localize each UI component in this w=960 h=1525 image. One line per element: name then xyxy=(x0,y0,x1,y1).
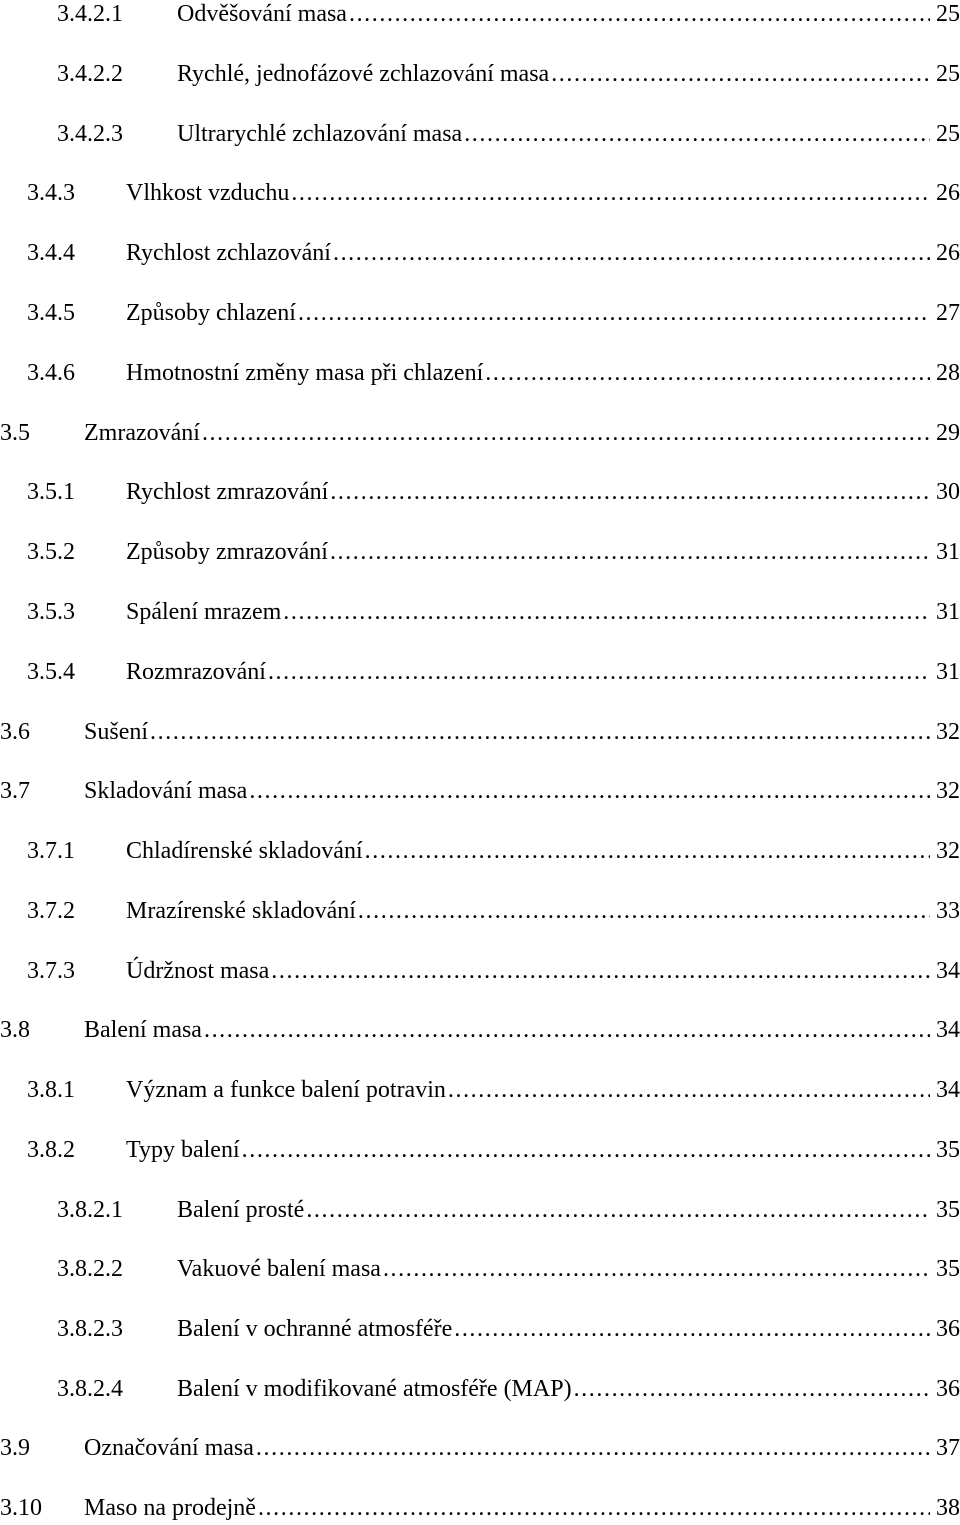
toc-dot-leader xyxy=(485,356,930,390)
toc-dot-leader xyxy=(383,1252,930,1286)
toc-entry-title: Rychlé, jednofázové zchlazování masa xyxy=(177,61,550,87)
toc-dot-leader xyxy=(249,774,930,808)
toc-entry-page: 34 xyxy=(936,1077,960,1103)
toc-entry-number: 3.10 xyxy=(0,1495,42,1521)
toc-entry[interactable] xyxy=(0,894,960,928)
toc-entry[interactable] xyxy=(0,1252,960,1286)
toc-entry[interactable] xyxy=(0,0,960,31)
toc-dot-leader xyxy=(448,1073,930,1107)
toc-entry-page: 25 xyxy=(936,61,960,87)
toc-entry-title: Skladování masa xyxy=(84,778,248,804)
toc-entry-title: Způsoby zmrazování xyxy=(126,539,328,565)
toc-entry-title: Balení v ochranné atmosféře xyxy=(177,1316,453,1342)
toc-entry-number: 3.4.2.2 xyxy=(57,61,123,87)
toc-entry[interactable] xyxy=(0,1372,960,1406)
toc-entry-page: 32 xyxy=(936,778,960,804)
toc-dot-leader xyxy=(349,0,930,31)
toc-entry-number: 3.5.3 xyxy=(27,599,75,625)
toc-entry-number: 3.8.1 xyxy=(27,1077,75,1103)
toc-entry-page: 31 xyxy=(936,659,960,685)
toc-entry-number: 3.7 xyxy=(0,778,30,804)
toc-entry-title: Způsoby chlazení xyxy=(126,300,296,326)
toc-entry-page: 36 xyxy=(936,1376,960,1402)
toc-entry-title: Údržnost masa xyxy=(126,958,270,984)
toc-entry-number: 3.6 xyxy=(0,719,30,745)
toc-entry-page: 25 xyxy=(936,121,960,147)
toc-entry-number: 3.4.4 xyxy=(27,240,75,266)
toc-entry[interactable] xyxy=(0,715,960,749)
toc-entry-title: Typy balení xyxy=(126,1137,240,1163)
toc-entry-page: 37 xyxy=(936,1435,960,1461)
toc-entry-page: 29 xyxy=(936,420,960,446)
toc-entry[interactable] xyxy=(0,774,960,808)
toc-entry[interactable] xyxy=(0,236,960,270)
toc-entry-page: 28 xyxy=(936,360,960,386)
toc-dot-leader xyxy=(333,236,930,270)
toc-entry[interactable] xyxy=(0,416,960,450)
toc-entry[interactable] xyxy=(0,834,960,868)
toc-entry-number: 3.8.2.2 xyxy=(57,1256,123,1282)
toc-entry-page: 34 xyxy=(936,1017,960,1043)
toc-dot-leader xyxy=(150,715,930,749)
toc-entry-page: 35 xyxy=(936,1197,960,1223)
toc-entry-title: Odvěšování masa xyxy=(177,1,347,27)
toc-dot-leader xyxy=(330,475,930,509)
toc-dot-leader xyxy=(256,1431,930,1465)
toc-entry-number: 3.5 xyxy=(0,420,30,446)
toc-entry-title: Mrazírenské skladování xyxy=(126,898,356,924)
toc-entry[interactable] xyxy=(0,1013,960,1047)
toc-entry-title: Označování masa xyxy=(84,1435,254,1461)
toc-entry-page: 32 xyxy=(936,719,960,745)
toc-dot-leader xyxy=(291,176,930,210)
toc-dot-leader xyxy=(365,834,930,868)
toc-entry-number: 3.7.3 xyxy=(27,958,75,984)
toc-entry-page: 31 xyxy=(936,599,960,625)
toc-entry[interactable] xyxy=(0,1491,960,1525)
toc-entry-number: 3.8.2.1 xyxy=(57,1197,123,1223)
toc-entry-title: Hmotnostní změny masa při chlazení xyxy=(126,360,484,386)
toc-dot-leader xyxy=(574,1372,930,1406)
toc-entry-number: 3.4.2.3 xyxy=(57,121,123,147)
toc-entry[interactable] xyxy=(0,954,960,988)
toc-entry-number: 3.5.2 xyxy=(27,539,75,565)
toc-entry-page: 26 xyxy=(936,180,960,206)
toc-entry-title: Vlhkost vzduchu xyxy=(126,180,290,206)
toc-entry-number: 3.8.2.4 xyxy=(57,1376,123,1402)
toc-entry[interactable] xyxy=(0,176,960,210)
toc-entry-number: 3.4.5 xyxy=(27,300,75,326)
toc-dot-leader xyxy=(268,655,930,689)
toc-dot-leader xyxy=(306,1193,930,1227)
toc-dot-leader xyxy=(551,57,930,91)
toc-entry-page: 33 xyxy=(936,898,960,924)
toc-entry-number: 3.5.1 xyxy=(27,479,75,505)
toc-entry[interactable] xyxy=(0,1312,960,1346)
toc-entry[interactable] xyxy=(0,1193,960,1227)
toc-entry[interactable] xyxy=(0,475,960,509)
toc-entry[interactable] xyxy=(0,1431,960,1465)
toc-entry-number: 3.9 xyxy=(0,1435,30,1461)
toc-entry-number: 3.8.2.3 xyxy=(57,1316,123,1342)
toc-entry-title: Balení v modifikované atmosféře (MAP) xyxy=(177,1376,572,1402)
toc-entry-number: 3.4.3 xyxy=(27,180,75,206)
toc-entry-page: 34 xyxy=(936,958,960,984)
toc-entry[interactable] xyxy=(0,595,960,629)
toc-entry-number: 3.4.6 xyxy=(27,360,75,386)
toc-entry-title: Rychlost zmrazování xyxy=(126,479,329,505)
toc-entry-number: 3.8.2 xyxy=(27,1137,75,1163)
toc-entry-title: Balení masa xyxy=(84,1017,202,1043)
toc-dot-leader xyxy=(330,535,930,569)
toc-dot-leader xyxy=(283,595,930,629)
toc-dot-leader xyxy=(298,296,930,330)
toc-entry-title: Vakuové balení masa xyxy=(177,1256,381,1282)
toc-entry[interactable] xyxy=(0,296,960,330)
toc-entry-title: Zmrazování xyxy=(84,420,200,446)
toc-entry-page: 35 xyxy=(936,1256,960,1282)
toc-entry-title: Spálení mrazem xyxy=(126,599,282,625)
toc-entry-title: Rozmrazování xyxy=(126,659,266,685)
toc-entry[interactable] xyxy=(0,117,960,151)
toc-entry-page: 27 xyxy=(936,300,960,326)
toc-entry[interactable] xyxy=(0,1133,960,1167)
toc-dot-leader xyxy=(464,117,930,151)
toc-entry-page: 26 xyxy=(936,240,960,266)
toc-entry-page: 32 xyxy=(936,838,960,864)
toc-entry[interactable] xyxy=(0,356,960,390)
toc-dot-leader xyxy=(358,894,930,928)
toc-entry-title: Sušení xyxy=(84,719,149,745)
toc-entry-page: 31 xyxy=(936,539,960,565)
toc-dot-leader xyxy=(258,1491,930,1525)
toc-dot-leader xyxy=(271,954,930,988)
toc-entry-title: Maso na prodejně xyxy=(84,1495,256,1521)
toc-dot-leader xyxy=(202,416,930,450)
toc-entry-title: Ultrarychlé zchlazování masa xyxy=(177,121,463,147)
toc-entry-number: 3.7.2 xyxy=(27,898,75,924)
toc-entry-number: 3.8 xyxy=(0,1017,30,1043)
toc-entry[interactable] xyxy=(0,1073,960,1107)
toc-entry-title: Chladírenské skladování xyxy=(126,838,363,864)
toc-entry-title: Rychlost zchlazování xyxy=(126,240,331,266)
toc-entry[interactable] xyxy=(0,57,960,91)
toc-entry[interactable] xyxy=(0,655,960,689)
toc-entry-page: 36 xyxy=(936,1316,960,1342)
toc-entry-number: 3.5.4 xyxy=(27,659,75,685)
toc-entry-title: Balení prosté xyxy=(177,1197,305,1223)
toc-entry-number: 3.4.2.1 xyxy=(57,1,123,27)
toc-entry-page: 25 xyxy=(936,1,960,27)
toc-entry-number: 3.7.1 xyxy=(27,838,75,864)
toc-entry[interactable] xyxy=(0,535,960,569)
toc-dot-leader xyxy=(242,1133,930,1167)
toc-entry-title: Význam a funkce balení potravin xyxy=(126,1077,446,1103)
toc-entry-page: 38 xyxy=(936,1495,960,1521)
toc-dot-leader xyxy=(204,1013,930,1047)
toc-entry-page: 35 xyxy=(936,1137,960,1163)
toc-entry-page: 30 xyxy=(936,479,960,505)
toc-dot-leader xyxy=(454,1312,930,1346)
